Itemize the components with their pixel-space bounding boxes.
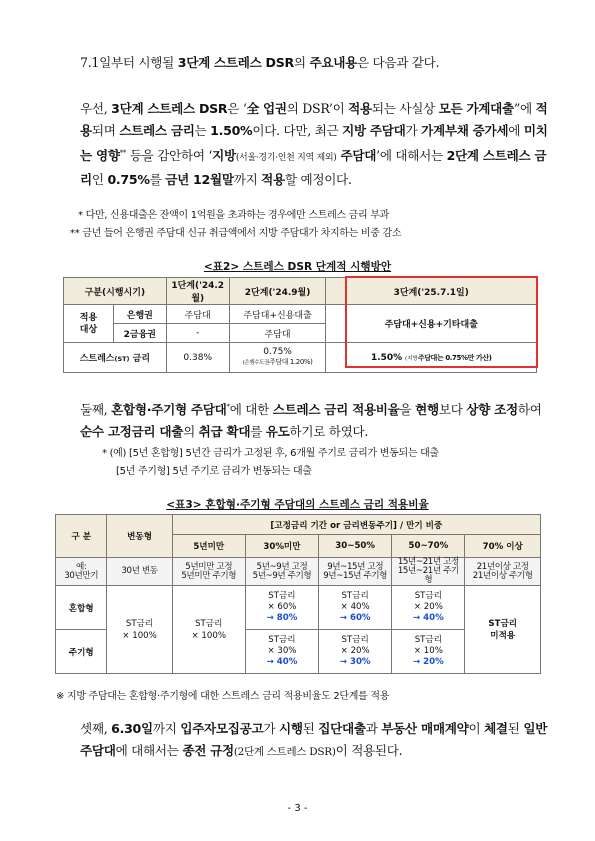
table3-header-30-50: 30~50% bbox=[319, 535, 392, 558]
table2-stage2-bank: 주담대+신용대출 bbox=[229, 305, 326, 324]
footnote-2: ** 금년 들어 은행권 주담대 신규 취급액에서 지방 주담대가 차지하는 비중 감소 bbox=[70, 228, 402, 239]
note2-line2: [5년 주기형] 5년 주기로 금리가 변동되는 대출 bbox=[116, 466, 312, 477]
table2-scope-label: 적용 대상 bbox=[64, 305, 114, 343]
table2-row-bank: 은행권 bbox=[113, 305, 166, 324]
paragraph-first: 우선, 3단계 스트레스 DSR은 ‘全 업권의 DSR’이 적용되는 사실상 모든 가계대출”에 적용되며 스트레스 금리는 1.50%이다. 다만, 최근 지방 주담대가 가계부채 증가세에 미치는 영향** 등을 감안하여 ‘지방(서울·경기·인천 지역 제외) 주담대’에 대해서는 2단계 스트레스 금리인 0.75%를 금년 12월말까지 적용할 예정이다. bbox=[80, 101, 548, 188]
table3-example-col3: 9년~15년 고정 9년~15년 주기형 bbox=[319, 558, 392, 586]
table3-gt70-rate: ST금리 미적용 bbox=[465, 586, 541, 674]
table2-row-second: 2금융권 bbox=[113, 324, 166, 343]
table2-header-stage1: 1단계('24.2월) bbox=[166, 278, 229, 305]
table3-periodic-lt30: ST금리 × 30% → 40% bbox=[245, 630, 318, 674]
table2-rate3: 1.50% (지방주담대는 0.75%만 가산) bbox=[326, 343, 537, 373]
table2-stage3-highlight bbox=[345, 276, 538, 368]
table2-stage1-bank: 주담대 bbox=[166, 305, 229, 324]
table3-example-col1: 5년미만 고정 5년미만 주기형 bbox=[172, 558, 245, 586]
table3-periodic-30-50: ST금리 × 20% → 30% bbox=[319, 630, 392, 674]
table3-header-lt5: 5년미만 bbox=[172, 535, 245, 558]
table2-header-gubun: 구분(시행시기) bbox=[64, 278, 167, 305]
table3-header-50-70: 50~70% bbox=[392, 535, 465, 558]
table2-header-stage2: 2단계('24.9월) bbox=[229, 278, 326, 305]
table2-header-stage3: 3단계('25.7.1일) bbox=[326, 278, 537, 305]
table2-rate2: 0.75% (은행수도권주담대 1.20%) bbox=[229, 343, 326, 373]
page-number: - 3 - bbox=[287, 803, 308, 814]
note3: ※ 지방 주담대는 혼합형·주기형에 대한 스트레스 금리 적용비율도 2단계를 적용 bbox=[56, 691, 390, 702]
table3-header-lt30: 30%미만 bbox=[245, 535, 318, 558]
footnote-1: * 다만, 신용대출은 잔액이 1억원을 초과하는 경우에만 스트레스 금리 부과 bbox=[78, 210, 389, 221]
table3-example-label: 예: 30년만기 bbox=[56, 558, 107, 586]
table3-mixed-periodic bbox=[55, 514, 541, 674]
table3-example-col5: 21년이상 고정 21년이상 주기형 bbox=[465, 558, 541, 586]
table2-stage1-second: - bbox=[166, 324, 229, 343]
table3-example-col4: 15년~21년 고정 15년~21년 주기형 bbox=[392, 558, 465, 586]
table3-header-gubun: 구 분 bbox=[56, 515, 107, 558]
table3-variable-rate: ST금리 × 100% bbox=[107, 586, 172, 674]
table3-mixed-30-50: ST금리 × 40% → 60% bbox=[319, 586, 392, 630]
table2-stage2-second: 주담대 bbox=[229, 324, 326, 343]
note2-line1: * (예) [5년 혼합형] 5년간 금리가 고정된 후, 6개월 주기로 금리가 변동되는 대출 bbox=[102, 448, 439, 459]
paragraph-second: 둘째, 혼합형·주기형 주담대*에 대한 스트레스 금리 적용비율을 현행보다 상향 조정하여 순수 고정금리 대출의 취급 확대를 유도하기로 하였다. bbox=[80, 402, 542, 440]
table3-row-mixed: 혼합형 bbox=[56, 586, 107, 630]
table3-caption: <표3> 혼합형·주기형 주담대의 스트레스 금리 적용비율 bbox=[166, 499, 429, 511]
table3-header-gt70: 70% 이상 bbox=[465, 535, 541, 558]
table2-stage3-scope: 주담대+신용+기타대출 bbox=[326, 305, 537, 343]
table3-mixed-lt30: ST금리 × 60% → 80% bbox=[245, 586, 318, 630]
table2-rate-label: 스트레스(ST) 금리 bbox=[64, 343, 167, 373]
table2-rate1: 0.38% bbox=[166, 343, 229, 373]
table3-header-group: [고정금리 기간 or 금리변동주기] / 만기 비중 bbox=[172, 515, 540, 535]
table3-example-variable: 30년 변동 bbox=[107, 558, 172, 586]
intro-paragraph: 7.1일부터 시행될 3단계 스트레스 DSR의 주요내용은 다음과 같다. bbox=[80, 55, 440, 70]
paragraph-third: 셋째, 6.30일까지 입주자모집공고가 시행된 집단대출과 부동산 매매계약이 체결된 일반 주담대에 대해서는 종전 규정(2단계 스트레스 DSR)이 적용된다. bbox=[80, 721, 548, 758]
table3-mixed-50-70: ST금리 × 20% → 40% bbox=[392, 586, 465, 630]
table3-lt5-rate: ST금리 × 100% bbox=[172, 586, 245, 674]
table3-example-col2: 5년~9년 고정 5년~9년 주기형 bbox=[245, 558, 318, 586]
table3-header-variable: 변동형 bbox=[107, 515, 172, 558]
table2-caption: <표2> 스트레스 DSR 단계적 시행방안 bbox=[203, 261, 392, 273]
table3-periodic-50-70: ST금리 × 10% → 20% bbox=[392, 630, 465, 674]
table3-row-periodic: 주기형 bbox=[56, 630, 107, 674]
